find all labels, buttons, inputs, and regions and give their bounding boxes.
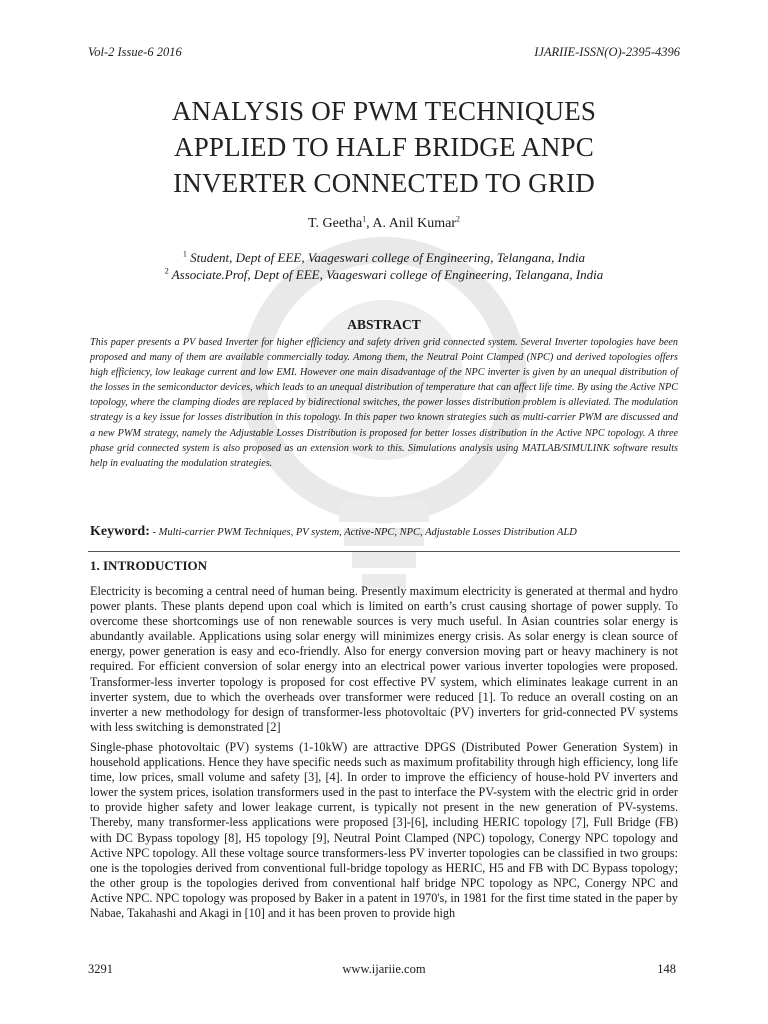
- section-divider: [88, 551, 680, 552]
- affiliation-2: [0, 267, 768, 283]
- author-separator: ,: [366, 216, 373, 231]
- title-line-1: ANALYSIS OF PWM TECHNIQUES: [171, 96, 597, 126]
- author-1-sup: 1: [362, 214, 367, 224]
- keyword-line: [90, 524, 690, 540]
- affiliation-2-sup: 2: [164, 266, 169, 276]
- intro-paragraph-2: Single-phase photovoltaic (PV) systems (1-10kW) are attractive DPGS (Distributed Power Generation System) in household applications. Hence they have specific needs such as maximum profitability through high efficiency, long life time, low prices, small volume and safety [3], [4]. In order to improve the efficiency of house-hold PV inverters and lower the system prices, isolation transformers used in the past to interface the PV-system with the electric grid in order to provide higher safety and lower leakage current, is typically not present in the new generation of PV-systems. Thereby, many transformer-less applications were proposed [3]-[6], including HERIC topology [7], Full Bridge (FB) with DC Bypass topology [8], H5 topology [9], Neutral Point Clamped (NPC) topology, Conergy NPC topology and Active NPC topology. All these voltage source transformers-less PV inverter topologies can be classified in two groups: one is the topologies derived from conventional full-bridge topology as HERIC, H5 and FB with DC Bypass topology; the other group is the topologies derived from conventional half bridge NPC topology as NPC, Conergy NPC and Active NPC. NPC topology was proposed by Baker in a patent in 1970's, in 1981 for the first time stated in the paper by Nabae, Takahashi and Akagi in [10] and it has been proven to provide high: [90, 740, 678, 921]
- author-2-sup: 2: [456, 214, 460, 224]
- journal-volume-issue: Vol-2 Issue-6 2016: [88, 45, 182, 59]
- affiliation-2-text: Associate.Prof, Dept of EEE, Vaageswari college of Engineering, Telangana, India: [168, 267, 604, 282]
- authors-line: [0, 216, 768, 232]
- title-line-2: APPLIED TO HALF BRIDGE ANPC: [174, 132, 594, 162]
- section-heading-introduction: 1. INTRODUCTION: [90, 558, 208, 573]
- journal-issn: IJARIIE-ISSN(O)-2395-4396: [534, 45, 680, 59]
- keyword-text: - Multi-carrier PWM Techniques, PV system, Active-NPC, NPC, Adjustable Losses Distribution ALD: [149, 527, 577, 538]
- affiliation-1-sup: 1: [182, 249, 187, 259]
- author-2: A. Anil Kumar: [372, 216, 456, 231]
- footer-paper-id: 3291: [88, 962, 113, 976]
- intro-paragraph-1: Electricity is becoming a central need of human being. Presently maximum electricity is generated at thermal and hydro power plants. These plants depend upon coal which is limited on earth’s crust causing shortage of power supply. To overcome these shortcomings use of non renewable sources is very much useful. In Asian countries solar energy is abundantly available. Applications using solar energy will minimizes energy crisis. As solar energy is clean source of energy, power generation is easy and eco-friendly. Also for energy conversion moving part or heavy machinery is not required. For efficient conversion of solar energy into an electrical power various inverter topologies were proposed. Transformer-less inverter topology is proposed for cost effective PV system, which eliminates leakage current in an inverter system, due to which the overheads over transformer were reduced [1]. To reduce an overall costing on an inverter a new methodology for design of transformer-less photovoltaic (PV) inverters for grid-connected PV systems with less switching is demonstrated [2]: [90, 584, 678, 734]
- keyword-label: Keyword:: [90, 524, 150, 539]
- abstract-body: This paper presents a PV based Inverter for higher efficiency and safety driven grid connected system. Several Inverter topologies have been proposed and many of them are available commercially today. Among them, the Neutral Point Clamped (NPC) and derived topologies offers high efficiency, low leakage current and low EMI. However one main disadvantage of the NPC inverter is given by an unequal distribution of the losses in the semiconductor devices, which leads to an unequal distribution of temperature that can affect life time. By using the Active NPC topology, where the clamping diodes are replaced by bidirectional switches, the power losses distribution problem is alleviated. The modulation strategy is a key issue for losses distribution in this topology. In this paper two known strategies such as multi-carrier PWM are discussed and a new PWM strategy, namely the Adjustable Losses Distribution is proposed for better losses distribution in the Active NPC topology. A three phase grid connected system is also proposed as an extension work to this. Simulations analysis using MATLAB/SIMULINK software results help in evaluating the modulation strategies.: [90, 337, 678, 469]
- footer-page-number: 148: [657, 962, 676, 976]
- author-1: T. Geetha: [308, 216, 363, 231]
- abstract-heading: ABSTRACT: [347, 317, 421, 332]
- footer-website: www.ijariie.com: [342, 962, 426, 976]
- title-line-3: INVERTER CONNECTED TO GRID: [173, 168, 595, 198]
- paper-title: [60, 93, 708, 201]
- affiliation-1-text: Student, Dept of EEE, Vaageswari college of Engineering, Telangana, India: [186, 250, 586, 265]
- affiliation-1: [0, 250, 768, 266]
